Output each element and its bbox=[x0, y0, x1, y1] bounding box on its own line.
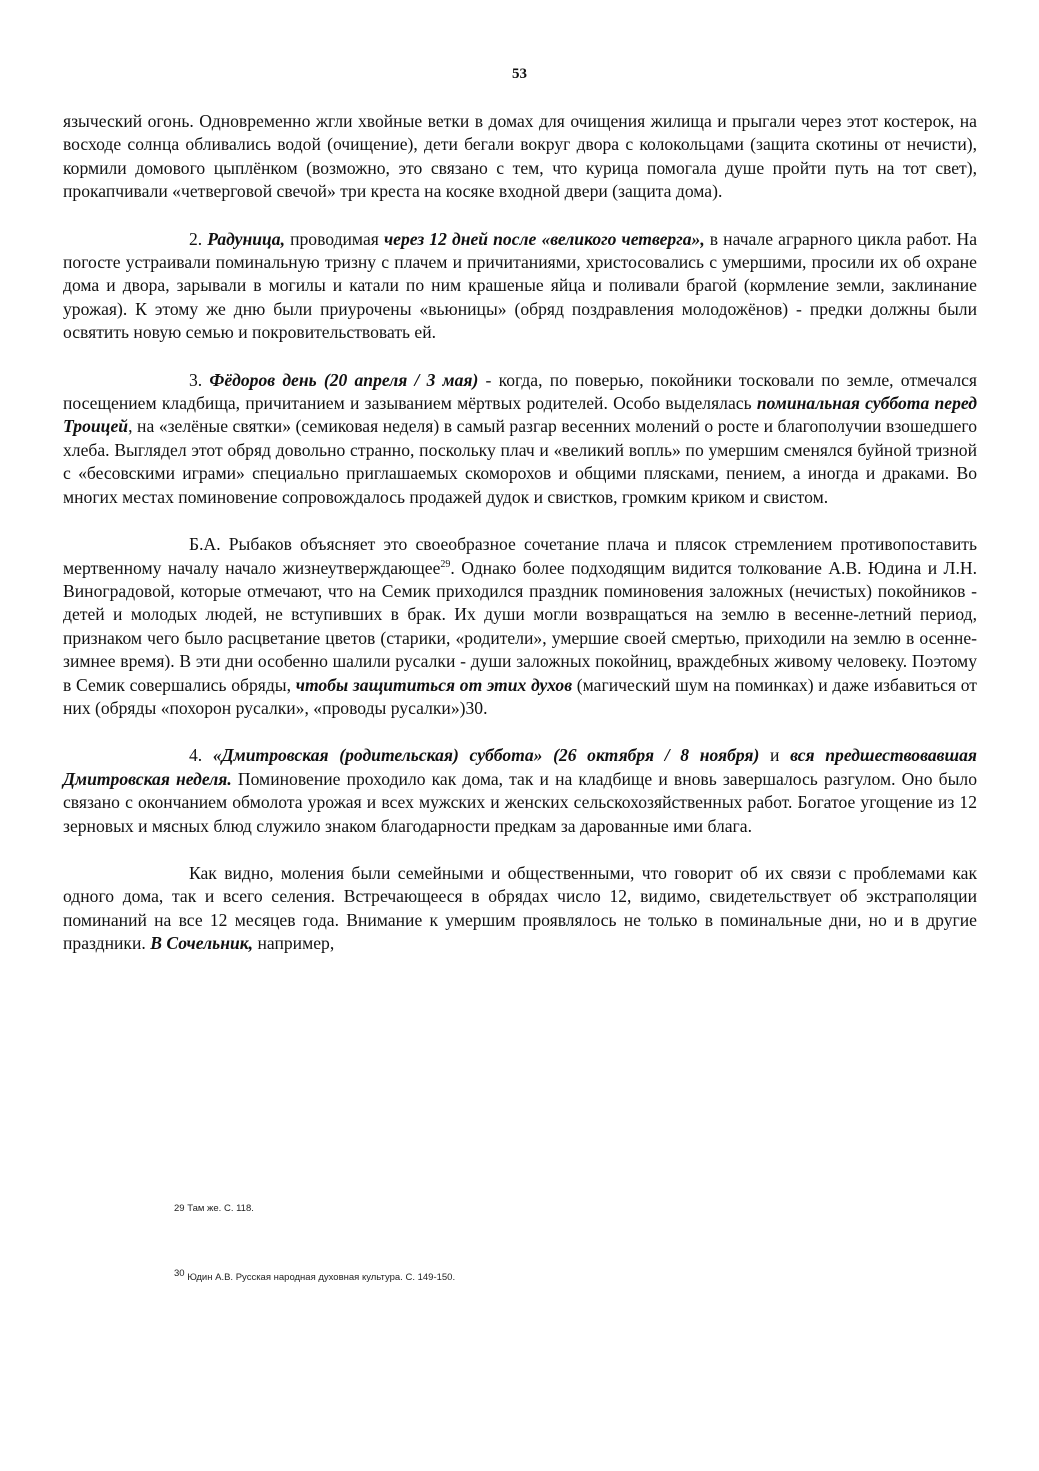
page-number: 53 bbox=[512, 66, 527, 82]
footnote-30 bbox=[174, 1268, 456, 1283]
item-number: 4. bbox=[189, 745, 213, 766]
term-trinity-saturday: поминальная суббота перед Троицей bbox=[63, 393, 978, 437]
term-fedorov-den: Фёдоров день (20 апреля / 3 мая) bbox=[209, 369, 479, 390]
emphasis-protection: чтобы защититься от этих духов bbox=[295, 674, 573, 695]
paragraph-text: (магический шум на поминках) и даже избавиться от них (обряды «похорон русалки», «проводы русалки»)30. bbox=[63, 674, 977, 718]
paragraph-radunitsa bbox=[63, 228, 977, 345]
term-dmitrovskaya-saturday: «Дмитровская (родительская) суббота» (26 октября / 8 ноября) bbox=[212, 745, 760, 766]
paragraph-text: Поминовение проходило как дома, так и на кладбище и вновь завершалось разгулом. Оно было связано с окончанием обмолота урожая и всех мужских и женских сельскохозяйственных работ. Богатое угощение из 12 зерновых и мясных блюд служило знаком благодарности предкам за дарованные ими блага. bbox=[63, 768, 977, 836]
item-number: 2. bbox=[189, 228, 208, 249]
emphasis-date: через 12 дней после «великого четверга», bbox=[383, 228, 705, 249]
paragraph-text: , на «зелёные святки» (семиковая неделя) в самый разгар весенних молений о росте и благополучии взошедшего хлеба. Выглядел этот обряд довольно странно, поскольку плач и «великий вопль» по умершим сменялся буйной тризной с «бесовскими играми» специально приглашаемых скоморохов и общими плясками, пением, а иногда и драками. Во многих местах поминовение сопровождалось продажей дудок и свистков, громким криком и свистом. bbox=[63, 416, 977, 507]
paragraph-text: Б.А. Рыбаков объясняет это своеобразное сочетание плача и плясок стремлением противопоставить мертвенному началу начало жизнеутверждающее bbox=[63, 534, 977, 578]
body-text bbox=[63, 110, 977, 980]
term-dmitrovskaya-week: вся предшествовавшая Дмитровская неделя. bbox=[63, 745, 977, 789]
footnote-ref-29: 29 bbox=[440, 558, 451, 570]
paragraph-text: языческий огонь. Одновременно жгли хвойные ветки в домах для очищения жилища и прыгали через этот костерок, на восходе солнца обливались водой (очищение), дети бегали вокруг двора с колокольцами (защита скотины от нечисти), кормили домового цыплёнком (возможно, это связано с тем, что курица помогала душе пройти путь на тот свет), прокапчивали «четверговой свечой» три креста на косяке входной двери (защита дома). bbox=[63, 111, 977, 202]
paragraph-dmitrovskaya bbox=[63, 744, 977, 838]
footnote-30-text: Юдин А.В. Русская народная духовная культура. С. 149-150. bbox=[184, 1272, 456, 1283]
paragraph-intro bbox=[63, 110, 977, 204]
paragraph-text: в начале аграрного цикла работ. На погосте устраивали поминальную тризну с плачем и причитаниями, христосовались с умершими, просили их об охране дома и двора, зарывали в могилы и катали по ним крашеные яйца и поливали брагой (кормление земли, заклинание урожая). К этому же дню были приурочены «вьюницы» (обряд поздравления молодожёнов) - предки должны были освятить новую семью и покровительствовать ей. bbox=[63, 228, 977, 343]
footnote-30-mark: 30 bbox=[174, 1268, 185, 1279]
paragraph-text: и bbox=[759, 745, 791, 766]
paragraph-text: . Однако более подходящим видится толкование А.В. Юдина и Л.Н. Виноградовой, которые отмечают, что на Семик приходился праздник поминовения заложных (нечистых) покойников - детей и молодых людей, не вступивших в брак. Их души могли возвращаться на землю в весенне-летний период, признаком чего было расцветание цветов (старики, «родители», умершие своей смертью, приходили на землю в осенне-зимнее время). В эти дни особенно шалили русалки - души заложных покойниц, враждебных живому человеку. Поэтому в Семик совершались обряды, bbox=[63, 557, 977, 695]
paragraph-text: Как видно, моления были семейными и общественными, что говорит об их связи с проблемами как одного дома, так и всего селения. Встречающееся в обрядах число 12, видимо, свидетельствует об экстраполяции поминаний на все 12 месяцев года. Внимание к умершим проявлялось не только в поминальные дни, но и в другие праздники. bbox=[63, 862, 977, 954]
paragraph-text: например, bbox=[253, 933, 335, 954]
paragraph-text: проводимая bbox=[285, 228, 384, 249]
term-radunitsa: Радуница, bbox=[207, 228, 285, 249]
footnote-29: 29 Там же. С. 118. bbox=[174, 1203, 254, 1214]
paragraph-conclusion bbox=[63, 862, 977, 956]
paragraph-fedorov-den bbox=[63, 369, 977, 509]
item-number: 3. bbox=[189, 369, 210, 390]
paragraph-rybakov bbox=[63, 533, 977, 720]
paragraph-text: - когда, по поверью, покойники тосковали по земле, отмечался посещением кладбища, причитанием и зазыванием мёртвых родителей. Особо выделялась bbox=[63, 369, 978, 414]
term-sochelnik: В Сочельник, bbox=[150, 933, 254, 954]
